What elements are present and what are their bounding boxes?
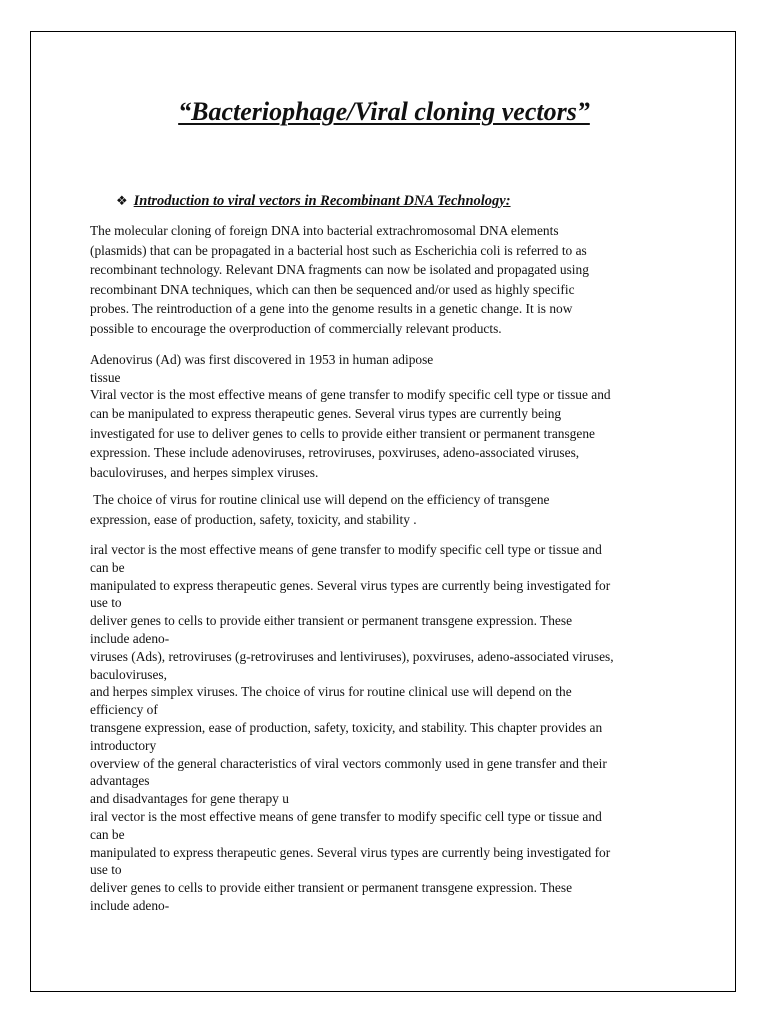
text-line: can be [90, 826, 125, 842]
text-line: manipulated to express therapeutic genes. Several virus types are currently being investigated for [90, 577, 611, 593]
paragraph-choice [90, 490, 710, 529]
text-line: manipulated to express therapeutic genes. Several virus types are currently being investigated for [90, 844, 611, 860]
text-line: iral vector is the most effective means of gene transfer to modify specific cell type or tissue and [90, 808, 602, 824]
paragraph-intro [90, 221, 710, 339]
text-line: overview of the general characteristics of viral vectors commonly used in gene transfer and their [90, 755, 607, 771]
page-title: “Bacteriophage/Viral cloning vectors” [178, 97, 590, 126]
text-line: baculoviruses, [90, 666, 167, 682]
text-line: The molecular cloning of foreign DNA into bacterial extrachromosomal DNA elements [90, 223, 559, 238]
text-line: use to [90, 595, 122, 611]
text-line: transgene expression, ease of production, safety, toxicity, and stability. This chapter provides an [90, 719, 603, 735]
text-line: recombinant technology. Relevant DNA fragments can now be isolated and propagated using [90, 262, 589, 278]
text-line: investigated for use to deliver genes to cells to provide either transient or permanent transgene [90, 425, 595, 441]
text-line: probes. The reintroduction of a gene into the genome results in a genetic change. It is now [90, 301, 573, 317]
text-line: viruses (Ads), retroviruses (g-retroviruses and lentiviruses), poxviruses, adeno-associated viruses, [90, 648, 614, 664]
text-line: can be [90, 559, 125, 575]
text-line: introductory [90, 737, 157, 753]
text-line: iral vector is the most effective means of gene transfer to modify specific cell type or tissue and [90, 542, 602, 557]
text-line: can be manipulated to express therapeutic genes. Several virus types are currently being [90, 406, 562, 422]
text-line: include adeno- [90, 630, 170, 646]
text-line: Adenovirus (Ad) was first discovered in 1953 in human adipose [90, 352, 434, 367]
text-line: efficiency of [90, 702, 158, 718]
paragraph-repeated [90, 541, 710, 915]
text-line: (plasmids) that can be propagated in a bacterial host such as Escherichia coli is referred to as [90, 242, 587, 258]
text-line: and herpes simplex viruses. The choice of virus for routine clinical use will depend on the [90, 684, 572, 700]
text-line: The choice of virus for routine clinical use will depend on the efficiency of transgene [90, 492, 550, 507]
text-line: use to [90, 862, 122, 878]
text-line: expression, ease of production, safety, toxicity, and stability . [90, 511, 417, 527]
text-line: deliver genes to cells to provide either transient or permanent transgene expression. These [90, 613, 573, 629]
text-line: deliver genes to cells to provide either transient or permanent transgene expression. These [90, 880, 573, 896]
text-line: possible to encourage the overproduction of commercially relevant products. [90, 320, 502, 336]
section-heading [116, 193, 511, 210]
text-line: advantages [90, 773, 150, 789]
paragraph-adenovirus [90, 350, 710, 483]
section-heading-text: Introduction to viral vectors in Recombinant DNA Technology: [133, 193, 511, 209]
text-line: baculoviruses, and herpes simplex viruses. [90, 464, 319, 480]
text-line: Viral vector is the most effective means of gene transfer to modify specific cell type or tissue and [90, 386, 611, 402]
diamond-bullet-icon: ❖ [116, 194, 128, 209]
text-line: expression. These include adenoviruses, retroviruses, poxviruses, adeno-associated viruses, [90, 445, 580, 461]
text-line: and disadvantages for gene therapy u [90, 791, 289, 807]
text-line: tissue [90, 369, 121, 385]
text-line: recombinant DNA techniques, which can then be sequenced and/or used as highly specific [90, 281, 575, 297]
text-line: include adeno- [90, 897, 170, 913]
